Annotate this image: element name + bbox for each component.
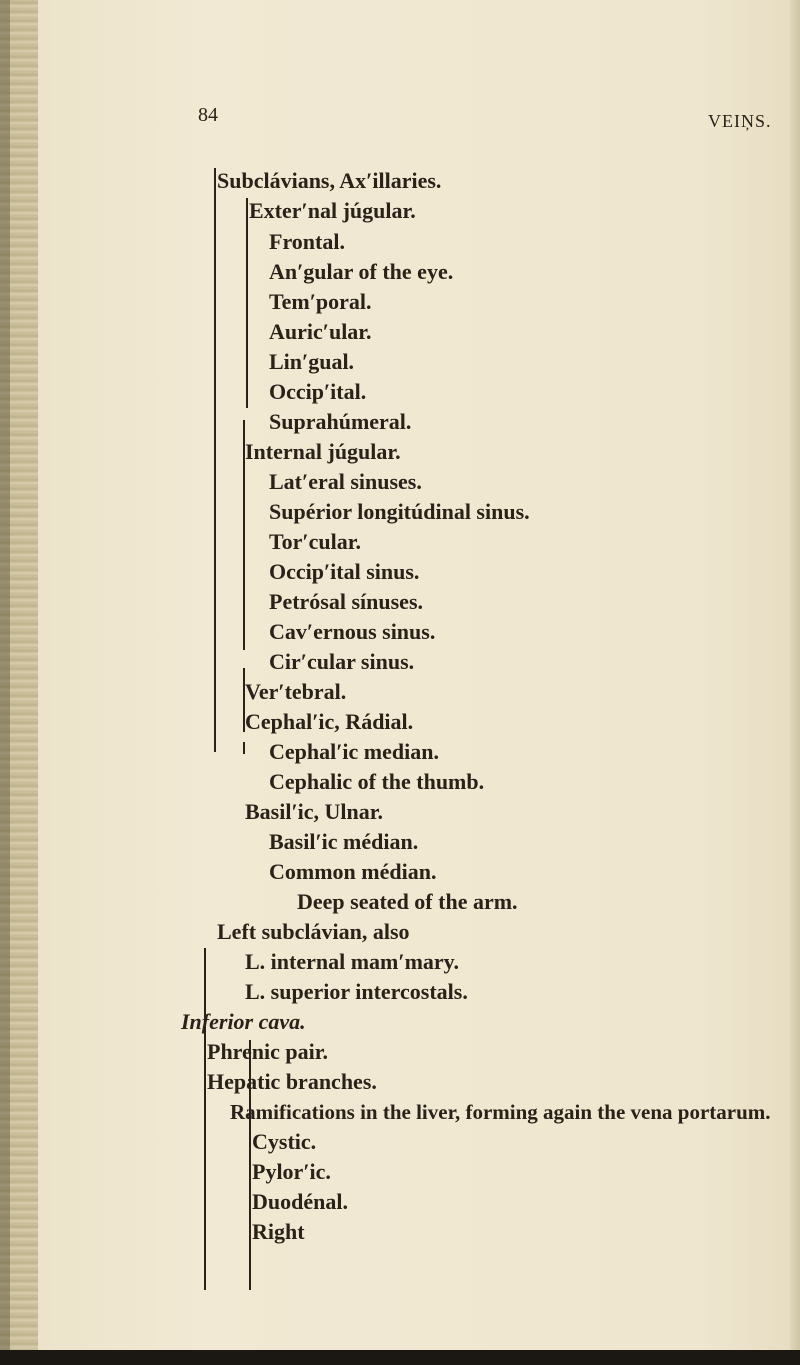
page-number: 84 <box>198 104 218 126</box>
text-line: An′gular of the eye. <box>269 259 454 284</box>
text-line: Right <box>252 1219 305 1244</box>
text-line: Lin′gual. <box>269 349 355 374</box>
text-line: Cephal′ic, Rádial. <box>245 709 414 734</box>
text-line: Cav′ernous sinus. <box>269 619 436 644</box>
text-line: Pylor′ic. <box>252 1159 331 1184</box>
running-head: VEIŅS. <box>708 111 772 131</box>
text-line: Cephalic of the thumb. <box>269 769 485 794</box>
text-line: Hepatic branches. <box>207 1069 377 1094</box>
text-line: Left subclávian, also <box>217 919 410 944</box>
text-line: Occip′ital sinus. <box>269 559 420 584</box>
text-line: Deep seated of the arm. <box>297 889 518 914</box>
text-line: L. internal mam′mary. <box>245 949 459 974</box>
text-line: Frontal. <box>269 229 345 254</box>
text-line: Duodénal. <box>252 1189 348 1214</box>
text-line: Subclávians, Ax′illaries. <box>217 168 442 193</box>
text-line: Exter′nal júgular. <box>249 198 416 223</box>
text-line: Common médian. <box>269 859 437 884</box>
text-line: Basil′ic médian. <box>269 829 419 854</box>
page-bottom-edge <box>0 1350 800 1365</box>
bracket-basilic <box>243 742 245 754</box>
text-line: Ver′tebral. <box>245 679 347 704</box>
text-line: Lat′eral sinuses. <box>269 469 422 494</box>
text-line: Supérior longitúdinal sinus. <box>269 499 530 524</box>
section-heading-inferior-cava: Inferior cava. <box>181 1009 306 1034</box>
text-line: Basil′ic, Ulnar. <box>245 799 384 824</box>
text-line: Cir′cular sinus. <box>269 649 415 674</box>
text-line: L. superior intercostals. <box>245 979 468 1004</box>
text-line: Tem′poral. <box>269 289 372 314</box>
bracket-external-jugular <box>246 198 248 408</box>
text-line: Internal júgular. <box>245 439 401 464</box>
text-line: Suprahúmeral. <box>269 409 412 434</box>
text-line: Tor′cular. <box>269 529 361 554</box>
text-line: Ramifications in the liver, forming again the vena portarum. <box>230 1100 771 1124</box>
bracket-inferior-cava <box>204 948 206 1290</box>
binding-shadow <box>0 0 10 1365</box>
text-line: Occip′ital. <box>269 379 367 404</box>
text-line: Petrósal sínuses. <box>269 589 423 614</box>
text-line: Auric′ular. <box>269 319 372 344</box>
text-line: Phrenic pair. <box>207 1039 329 1064</box>
bracket-subclavians <box>214 168 216 752</box>
text-line: Cephal′ic median. <box>269 739 439 764</box>
text-line: Cystic. <box>252 1129 317 1154</box>
page-right-edge <box>790 0 800 1365</box>
